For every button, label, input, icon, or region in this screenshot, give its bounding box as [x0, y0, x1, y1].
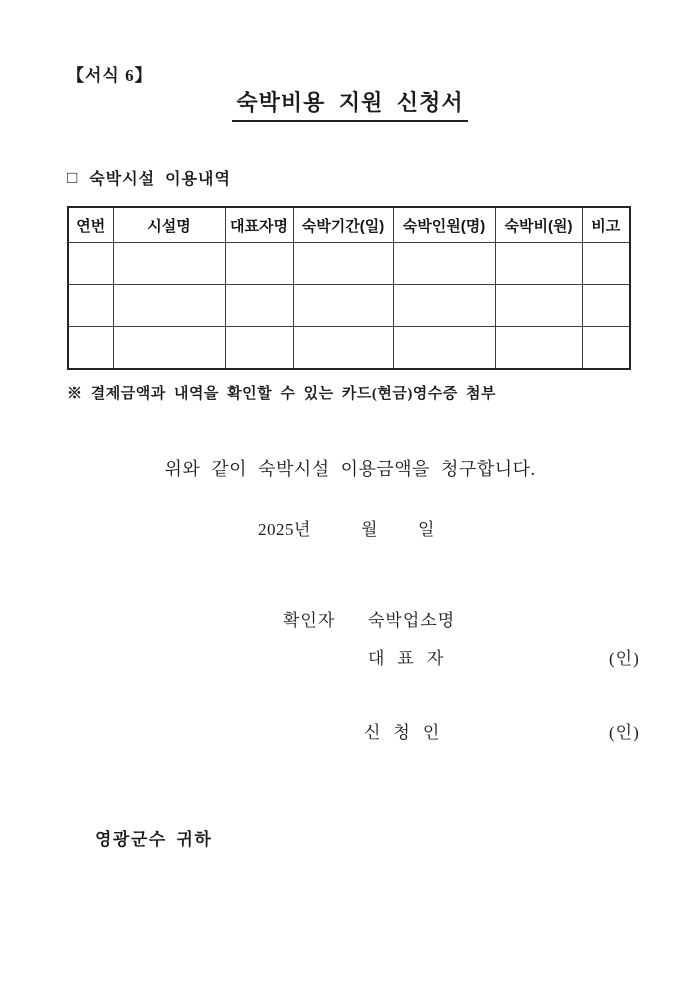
date-day-label: 일 — [418, 520, 435, 539]
section-label: 숙박시설 이용내역 — [89, 171, 231, 188]
confirmer-label: 확인자 — [283, 611, 336, 630]
table-empty-cell — [293, 243, 393, 285]
page-title: 숙박비용 지원 신청서 — [232, 86, 467, 122]
date-year-label: 2025년 — [258, 520, 311, 539]
table-empty-cell — [225, 285, 293, 327]
representative-seal-mark: (인) — [609, 649, 640, 668]
table-empty-cell — [582, 327, 630, 370]
table-header-row — [68, 207, 630, 243]
recipient-line: 영광군수 귀하 — [95, 830, 213, 849]
checkbox-square-icon: □ — [67, 168, 78, 187]
table-empty-cell — [393, 243, 495, 285]
column-header-stay-period: 숙박기간(일) — [293, 207, 393, 243]
table-empty-cell — [113, 243, 225, 285]
column-header-facility-name: 시설명 — [113, 207, 225, 243]
table-empty-cell — [582, 243, 630, 285]
table-empty-cell — [113, 327, 225, 370]
table-empty-cell — [68, 285, 113, 327]
title-row — [0, 86, 700, 122]
table-empty-row — [68, 327, 630, 370]
table-empty-cell — [293, 327, 393, 370]
claim-statement: 위와 같이 숙박시설 이용금액을 청구합니다. — [164, 459, 536, 479]
table-empty-cell — [293, 285, 393, 327]
column-header-remarks: 비고 — [582, 207, 630, 243]
table-empty-row — [68, 243, 630, 285]
table-empty-cell — [393, 327, 495, 370]
form-number-tag: 【서식 6】 — [67, 66, 153, 85]
table-empty-cell — [225, 243, 293, 285]
table-empty-cell — [113, 285, 225, 327]
receipt-attachment-note: ※ 결제금액과 내역을 확인할 수 있는 카드(현금)영수증 첨부 — [67, 386, 497, 402]
table-empty-cell — [495, 327, 582, 370]
business-name-label: 숙박업소명 — [368, 611, 456, 630]
table-empty-cell — [582, 285, 630, 327]
representative-label: 대 표 자 — [368, 649, 445, 668]
table-empty-cell — [393, 285, 495, 327]
table-empty-cell — [495, 243, 582, 285]
table-empty-row — [68, 285, 630, 327]
section-heading — [67, 166, 231, 189]
table-empty-cell — [495, 285, 582, 327]
table-empty-cell — [68, 243, 113, 285]
column-header-lodging-fee: 숙박비(원) — [495, 207, 582, 243]
table-empty-cell — [225, 327, 293, 370]
accommodation-usage-table — [67, 206, 631, 370]
table-empty-cell — [68, 327, 113, 370]
applicant-label: 신 청 인 — [364, 723, 441, 742]
applicant-seal-mark: (인) — [609, 723, 640, 742]
column-header-serial-no: 연번 — [68, 207, 113, 243]
column-header-representative: 대표자명 — [225, 207, 293, 243]
date-month-label: 월 — [361, 520, 378, 539]
column-header-guest-count: 숙박인원(명) — [393, 207, 495, 243]
